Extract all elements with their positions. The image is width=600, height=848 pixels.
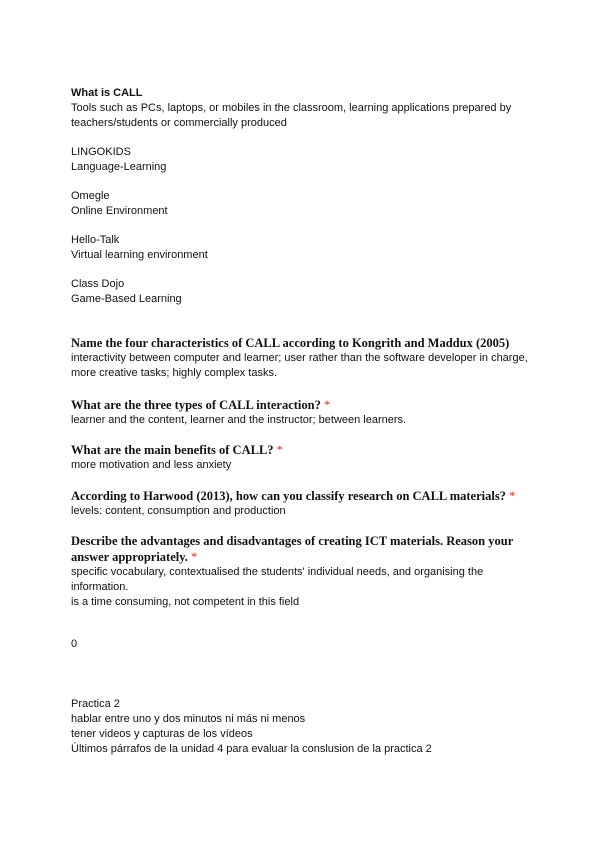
answer-text: more motivation and less anxiety: [71, 459, 232, 471]
zero-value: 0: [71, 638, 78, 650]
answer-text: learner and the content, learner and the instructor; between learners.: [71, 414, 407, 426]
question-block: [71, 533, 533, 610]
answer-text: interactivity between computer and learner; user rather than the software developer in charge, more creative tasks; highly complex tasks.: [71, 352, 528, 379]
tool-category: Game-Based Learning: [71, 293, 182, 305]
question-block: [71, 335, 541, 381]
tool-item: [71, 189, 541, 219]
practica-line: tener videos y capturas de los vídeos: [71, 728, 253, 740]
tool-item: [71, 233, 541, 263]
question-block: [71, 397, 541, 428]
tool-category: Online Environment: [71, 205, 168, 217]
question-block: [71, 442, 541, 473]
question-text: Describe the advantages and disadvantages of creating ICT materials. Reason your answer appropriately. *: [71, 534, 514, 564]
question-text: What are the three types of CALL interaction? *: [71, 398, 331, 412]
answer-text: is a time consuming, not competent in this field: [71, 596, 300, 608]
practica-title: Practica 2: [71, 698, 120, 710]
tool-name: Class Dojo: [71, 278, 125, 290]
intro-heading: What is CALL: [71, 87, 143, 99]
tool-category: Language-Learning: [71, 161, 167, 173]
tool-name: Hello-Talk: [71, 234, 120, 246]
tool-name: LINGOKIDS: [71, 146, 131, 158]
intro-text: Tools such as PCs, laptops, or mobiles in the classroom, learning applications prepared by teachers/students or commercially produced: [71, 102, 512, 129]
answer-text: specific vocabulary, contextualised the students' individual needs, and organising the information.: [71, 566, 484, 593]
tool-category: Virtual learning environment: [71, 249, 208, 261]
practica-line: hablar entre uno y dos minutos ni más ni menos: [71, 713, 306, 725]
question-text: What are the main benefits of CALL? *: [71, 443, 283, 457]
required-star: *: [276, 443, 283, 457]
required-star: *: [509, 489, 516, 503]
intro-section: [71, 86, 541, 131]
tool-item: [71, 145, 541, 175]
tool-name: Omegle: [71, 190, 110, 202]
answer-text: levels: content, consumption and production: [71, 505, 286, 517]
question-text: According to Harwood (2013), how can you classify research on CALL materials? *: [71, 489, 516, 503]
question-block: [71, 488, 551, 519]
required-star: *: [323, 398, 331, 412]
question-text: Name the four characteristics of CALL according to Kongrith and Maddux (2005): [71, 336, 510, 350]
required-star: *: [191, 550, 198, 564]
practica-line: Últimos párrafos de la unidad 4 para evaluar la conslusion de la practica 2: [71, 743, 432, 755]
practica-section: [71, 697, 541, 757]
tool-item: [71, 277, 541, 307]
